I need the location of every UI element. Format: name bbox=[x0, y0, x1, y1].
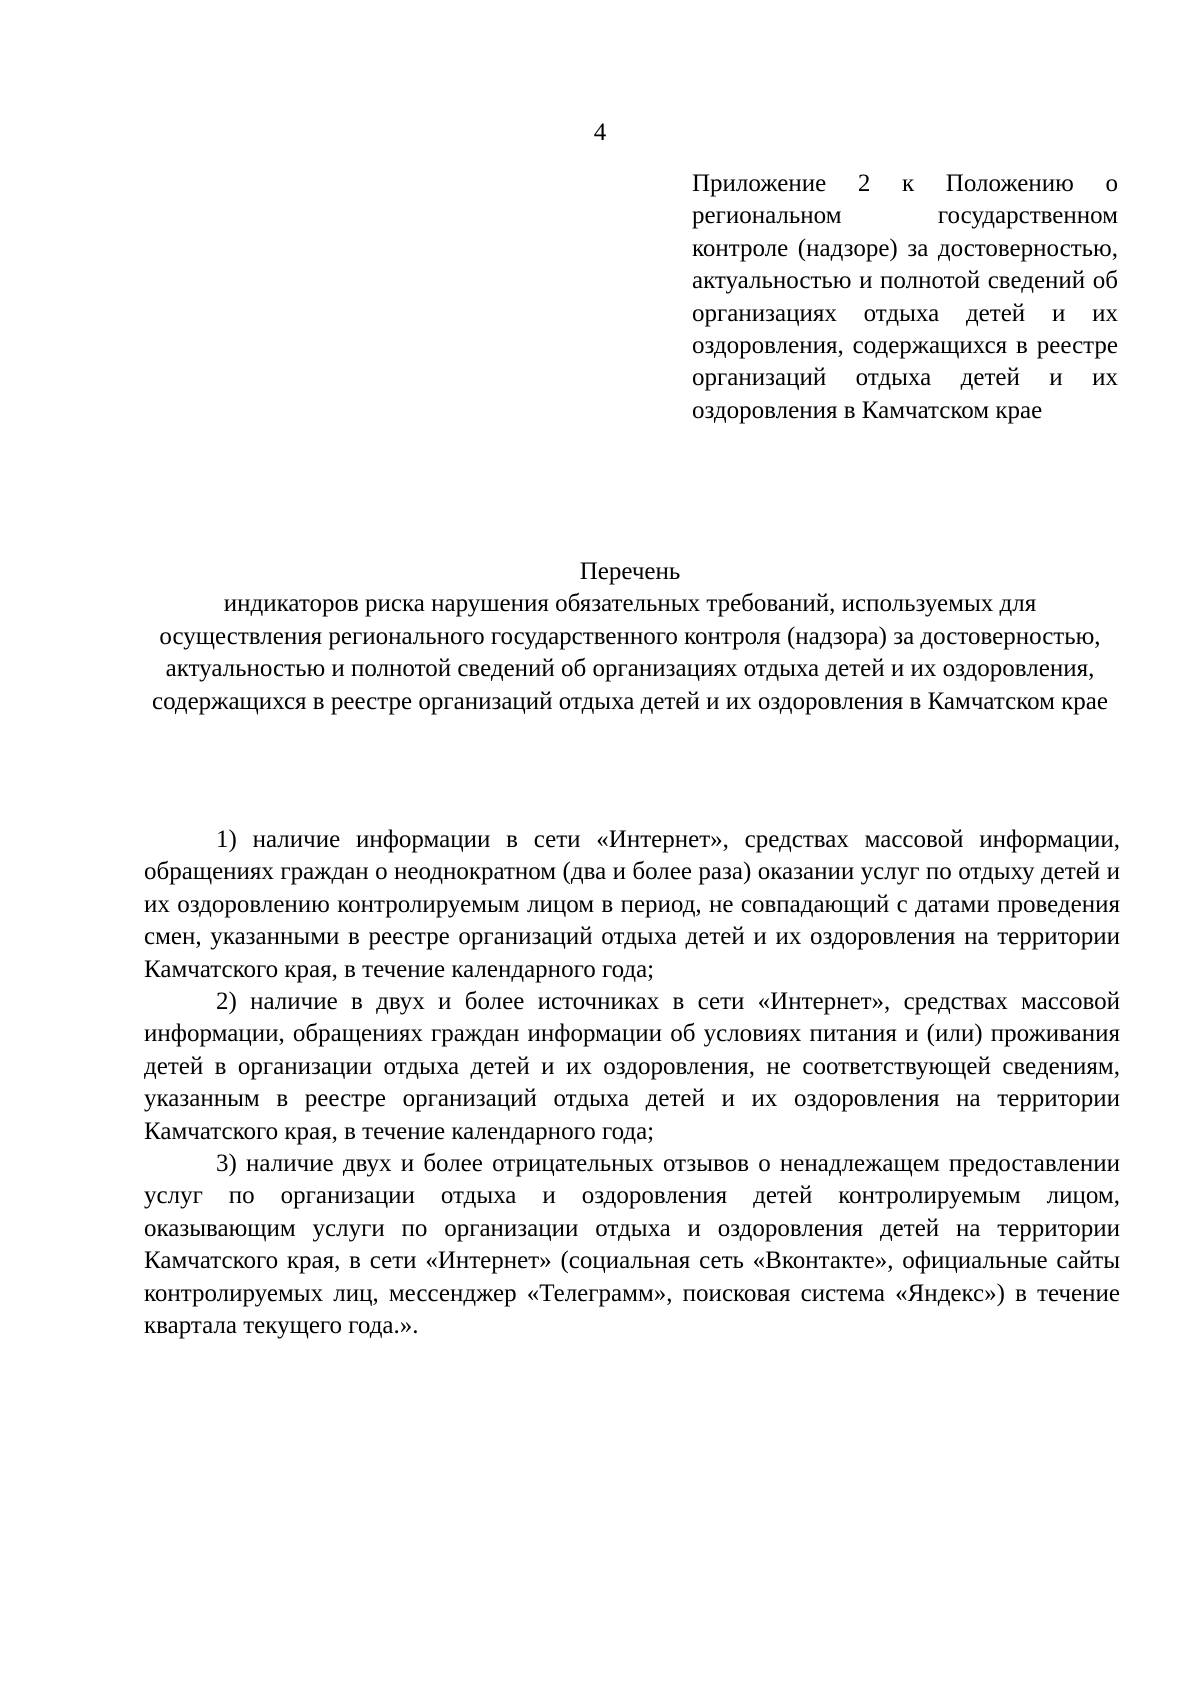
document-title bbox=[140, 556, 1120, 718]
page-number: 4 bbox=[593, 119, 607, 146]
indicator-item-1: 1) наличие информации в сети «Интернет», средствах массовой информации, обращениях граждан о неоднократном (два и более раза) оказании услуг по отдыху детей и их оздоровлению контролируемым лицом в период, не совпадающий с датами проведения смен, указанными в реестре организаций отдыха детей и их оздоровления на территории Камчатского края, в течение календарного года; bbox=[144, 826, 1120, 983]
title-heading: Перечень bbox=[579, 558, 681, 585]
title-subtitle: индикаторов риска нарушения обязательных требований, используемых для осуществления регионального государственного контроля (надзора) за достоверностью, актуальностью и полнотой сведений об организациях отдыха детей и их оздоровления, содержащихся в реестре организаций отдыха детей и их оздоровления в Камчатском крае bbox=[151, 590, 1109, 715]
indicator-item-3: 3) наличие двух и более отрицательных отзывов о ненадлежащем предоставлении услуг по организации отдыха и оздоровления детей контролируемым лицом, оказывающим услуги по организации отдыха и оздоровления детей на территории Камчатского края, в сети «Интернет» (социальная сеть «Вконтакте», официальные сайты контролируемых лиц, мессенджер «Телеграмм», поисковая система «Яндекс») в течение квартала текущего года.». bbox=[144, 1150, 1120, 1340]
appendix-reference: Приложение 2 к Положению о региональном государственном контроле (надзоре) за достоверностью, актуальностью и полнотой сведений об организациях отдыха детей и их оздоровления, содержащихся в реестре организаций отдыха детей и их оздоровления в Камчатском крае bbox=[692, 170, 1118, 424]
indicator-list bbox=[144, 824, 1120, 1343]
indicator-item-2: 2) наличие в двух и более источниках в сети «Интернет», средствах массовой информации, обращениях граждан информации об условиях питания и (или) проживания детей в организации отдыха детей и их оздоровления, не соответствующей сведениям, указанным в реестре организаций отдыха детей и их оздоровления на территории Камчатского края, в течение календарного года; bbox=[144, 988, 1120, 1145]
